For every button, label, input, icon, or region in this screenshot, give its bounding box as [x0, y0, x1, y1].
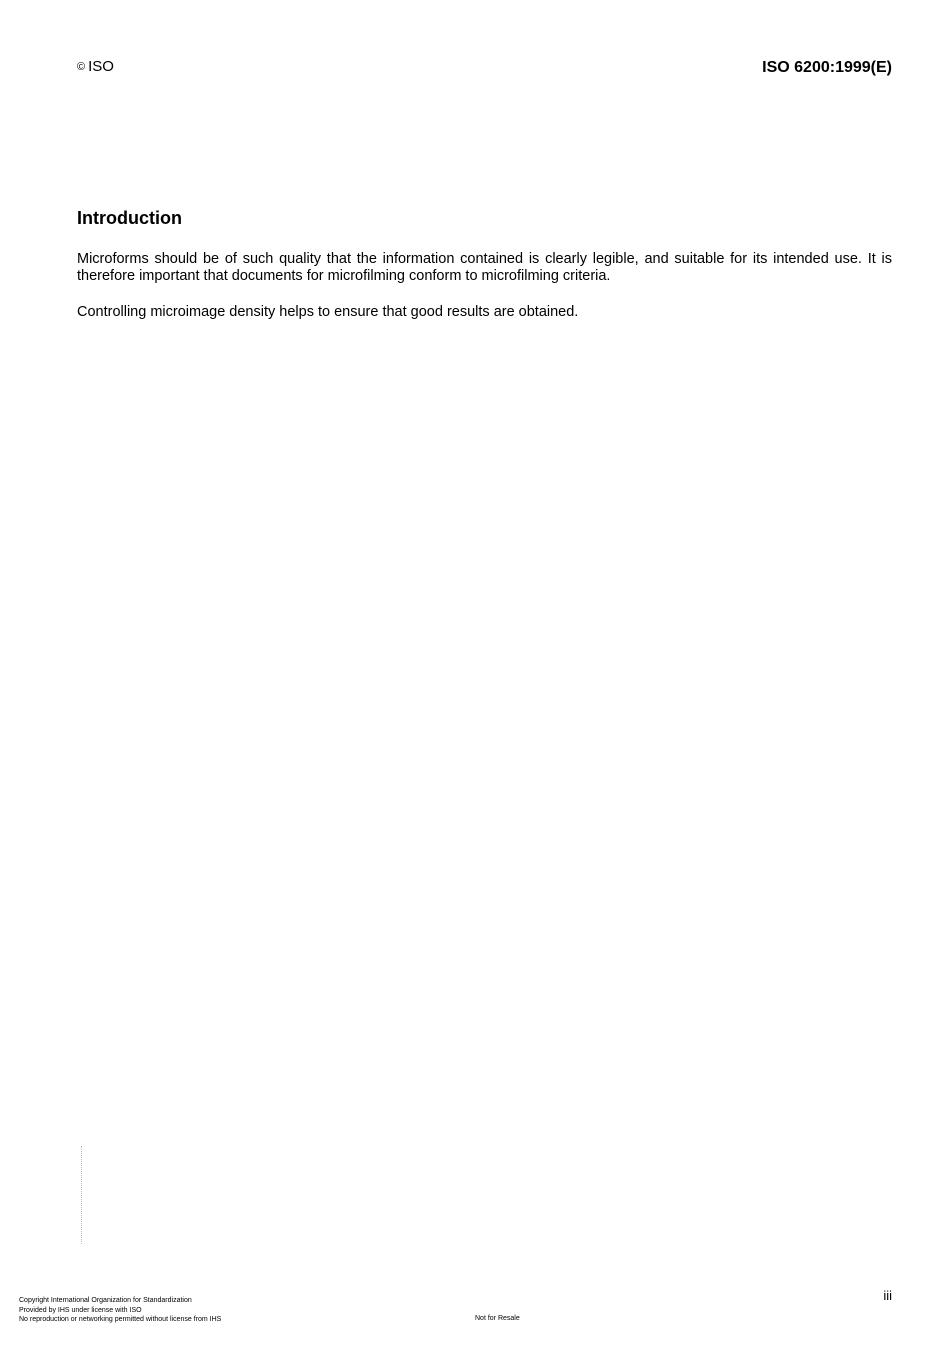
footer-copyright: [19, 1296, 221, 1325]
footer-copyright-line: Provided by IHS under license with ISO: [19, 1306, 142, 1314]
footer-copyright-line: Copyright International Organization for Standardization: [19, 1297, 192, 1304]
margin-marks: [81, 1146, 85, 1244]
paragraph-2: Controlling microimage density helps to ensure that good results are obtained.: [77, 304, 579, 320]
section-heading: Introduction: [77, 208, 182, 228]
header-copyright: [77, 58, 114, 75]
document-id: ISO 6200:1999(E): [762, 59, 892, 76]
footer-resale-notice: Not for Resale: [475, 1315, 520, 1322]
copyright-symbol: ©: [77, 61, 86, 73]
header-organization: ISO: [88, 58, 114, 75]
footer-copyright-line: No reproduction or networking permitted without license from IHS: [19, 1316, 222, 1323]
page-number: iii: [883, 1288, 892, 1303]
paragraph-1: Microforms should be of such quality that the information contained is clearly legible, and suitable for its intended use. It is therefore important that documents for microfilming conform to microfilming criteria.: [77, 251, 892, 284]
